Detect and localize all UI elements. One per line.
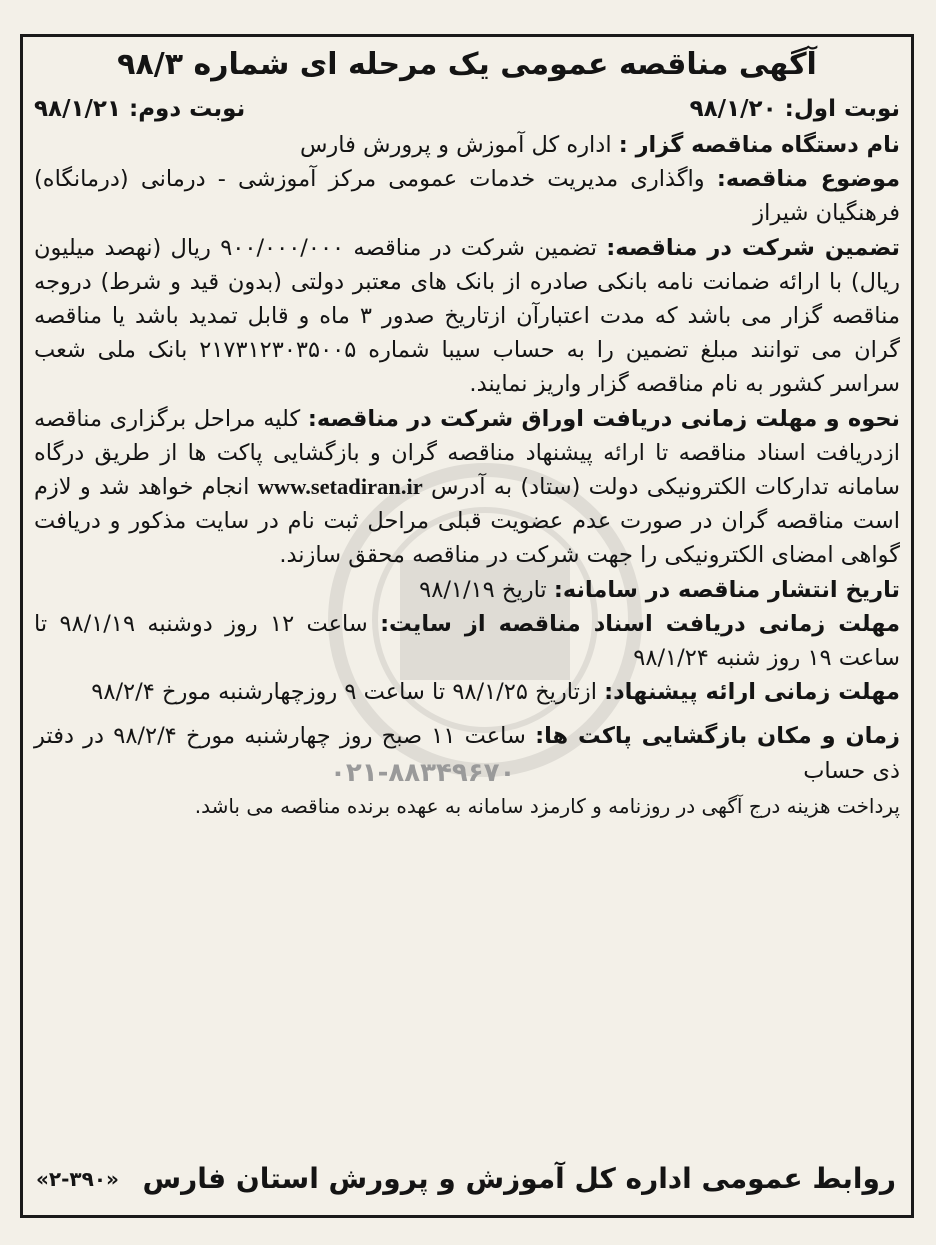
procedure-text-after: انجام خواهد شد و لازم است مناقصه گران در صورت عدم عضویت قبلی مراحل ثبت نام در سایت مذکور و دریافت گواهی امضای الکترونیکی را جهت شرکت در مناقصه محقق سازند. [34, 474, 900, 569]
second-round: نوبت دوم: ۹۸/۱/۲۱ [34, 96, 246, 122]
offer-deadline-paragraph [34, 675, 900, 709]
guarantee-paragraph [34, 231, 900, 402]
setadiran-link[interactable]: www.setadiran.ir [257, 474, 423, 500]
subject-label: موضوع مناقصه: [716, 166, 901, 193]
publication-rounds [34, 90, 900, 128]
procedure-paragraph [34, 402, 900, 573]
cost-note: پرداخت هزینه درج آگهی در روزنامه و کارمزد سامانه به عهده برنده مناقصه می باشد. [194, 793, 900, 818]
ad-title: آگهی مناقصه عمومی یک مرحله ای شماره ۹۸/۳ [117, 47, 817, 82]
subject-line [34, 162, 900, 230]
organizer-value: اداره کل آموزش و پرورش فارس [299, 132, 612, 158]
procedure-label: نحوه و مهلت زمانی دریافت اوراق شرکت در مناقصه: [307, 405, 900, 432]
first-round: نوبت اول: ۹۸/۱/۲۰ [689, 96, 900, 122]
ad-footer [36, 1162, 896, 1195]
offer-deadline-label: مهلت زمانی ارائه پیشنهاد: [604, 679, 900, 706]
publish-date-line [34, 573, 900, 607]
docs-deadline-value: ساعت ۱۲ روز دوشنبه ۹۸/۱/۱۹ تا ساعت ۱۹ روز شنبه ۹۸/۱/۲۴ [34, 610, 900, 672]
opening-label: زمان و مکان بازگشایی پاکت ها: [535, 723, 900, 750]
publish-date-label: تاریخ انتشار مناقصه در سامانه: [553, 576, 900, 603]
watermark-phone: ۰۲۱-۸۸۳۴۹۶۷۰ [330, 758, 516, 788]
guarantee-value: تضمین شرکت در مناقصه ۹۰۰/۰۰۰/۰۰۰ ریال (نهصد میلیون ریال) با ارائه ضمانت نامه بانکی صادره از بانک های معتبر دولتی (بدون قید و شرط) دروجه مناقصه گزار می باشد که مدت اعتبارآن ازتاریخ صدور ۳ ماه و قابل تمدید باشد یا مناقصه گران می توانند مبلغ تضمین را به حساب سیبا شماره ۲۱۷۳۱۲۳۰۳۵۰۰۵ بانک ملی شعب سراسر کشور به نام مناقصه گزار واریز نمایند. [34, 234, 901, 398]
organizer-label: نام دستگاه مناقصه گزار : [618, 132, 900, 158]
subject-value: واگذاری مدیریت خدمات عمومی مرکز آموزشی - درمانی (درمانگاه) فرهنگیان شیراز [34, 166, 900, 227]
ad-body [34, 40, 900, 824]
ad-code: «۲-۳۹۰» [36, 1166, 119, 1191]
procedure-text-before: کلیه مراحل برگزاری مناقصه ازدریافت اسناد مناقصه تا ارائه پیشنهاد مناقصه گران و بازگشایی پاکت ها از طریق درگاه سامانه تدارکات الکترونیکی دولت (ستاد) به آدرس [34, 405, 900, 501]
organizer-line [34, 128, 900, 162]
docs-deadline-label: مهلت زمانی دریافت اسناد مناقصه از سایت: [380, 610, 900, 637]
publish-date-value: تاریخ ۹۸/۱/۱۹ [419, 576, 547, 603]
offer-deadline-value: ازتاریخ ۹۸/۱/۲۵ تا ساعت ۹ روزچهارشنبه مورخ ۹۸/۲/۴ [91, 679, 597, 706]
opening-paragraph [34, 719, 900, 787]
guarantee-label: تضمین شرکت در مناقصه: [606, 234, 900, 261]
footer-organization: روابط عمومی اداره کل آموزش و پرورش استان فارس [142, 1162, 896, 1195]
docs-deadline-paragraph [34, 607, 900, 675]
opening-value: ساعت ۱۱ صبح روز چهارشنبه مورخ ۹۸/۲/۴ در دفتر ذی حساب [34, 723, 900, 784]
